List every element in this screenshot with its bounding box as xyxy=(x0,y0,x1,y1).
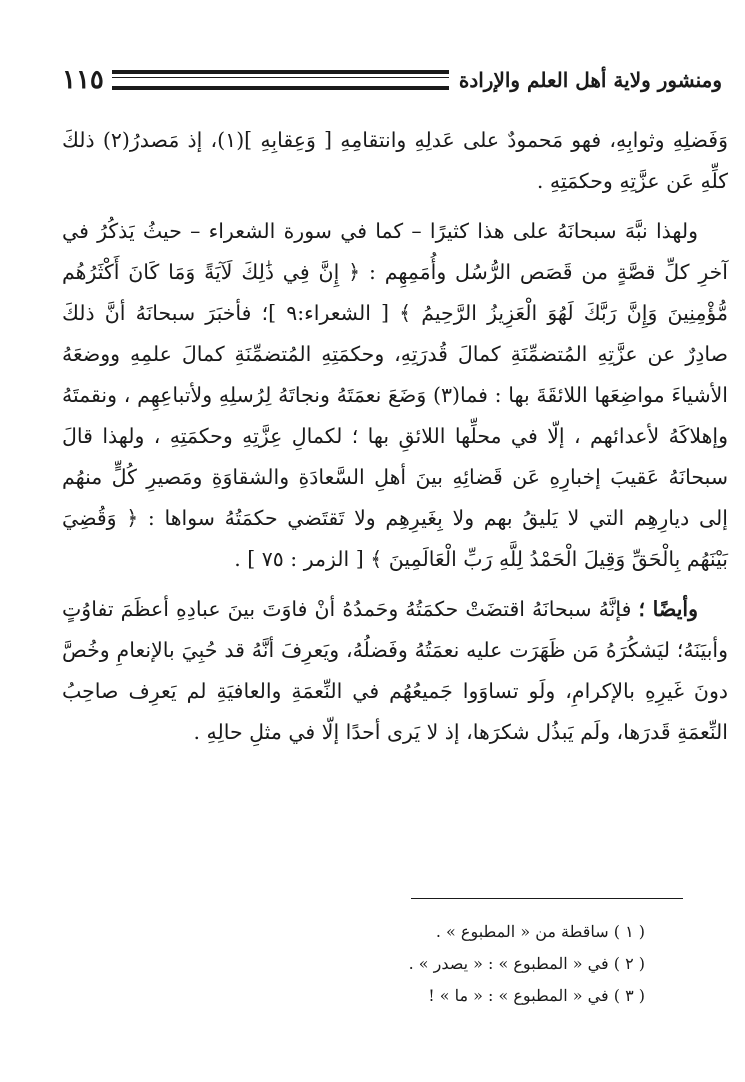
main-text xyxy=(62,120,728,762)
paragraph: ولهذا نبَّهَ سبحانَهُ على هذا كثيرًا – كما في سورة الشعراء – حيثُ يَذكُرُ في آخرِ كلِّ قصَّةٍ من قَصَص الرُّسُل وأُمَمِهِم : ﴿ إِنَّ فِي ذَٰلِكَ لَآيَةً وَمَا كَانَ أَكْثَرُهُم مُّؤْمِنِينَ وَإِنَّ رَبَّكَ لَهُوَ الْعَزِيزُ الرَّحِيمُ ﴾ [ الشعراء:٩ ]؛ فأخبَرَ سبحانَهُ أنَّ ذلكَ صادِرٌ عن عزَّتِهِ المُتضمِّنَةِ كمالَ قُدرَتِهِ، وحكمَتِهِ المُتضمِّنَةِ كمالَ علمِهِ ووضعَهُ الأشياءَ مواضِعَها اللائقَةَ بها : فما(٣) وَضَعَ نعمَتَهُ ونجاتَهُ لِرُسلِهِ ولأتباعِهِم ، ونقمتَهُ وإهلاكَهُ لأعدائهم ، إلّا في محلِّها اللائقِ بها ؛ لكمالِ عِزَّتِهِ وحكمَتِهِ ، ولهذا قالَ سبحانَهُ عَقيبَ إخبارِهِ عَن قَضائِهِ بينَ أهلِ السَّعادَةِ والشقاوَةِ ومَصيرِ كُلٍّ منهُم إلى ديارِهِم التي لا يَليقُ بهم ولا بِغَيرِهِم ولا تَقتَضي حكمَتُهُ سواها : ﴿ وَقُضِيَ بَيْنَهُم بِالْحَقِّ وَقِيلَ الْحَمْدُ لِلَّهِ رَبِّ الْعَالَمِينَ ﴾ [ الزمر : ٧٥ ] . xyxy=(62,219,729,571)
footnote: ( ٣ ) في « المطبوع » : « ما » ! xyxy=(428,986,645,1005)
footnote: ( ١ ) ساقطة من « المطبوع » . xyxy=(435,922,645,941)
header-rule xyxy=(112,70,449,90)
footnote-separator xyxy=(411,898,683,899)
paragraph: وَفَضلِهِ وثوابِهِ، فهو مَحمودٌ على عَدلِهِ وانتقامِهِ [ وَعِقابِهِ ](١)، إذ مَصدرُ(٢) ذلكَ كلِّهِ عَن عزَّتِهِ وحكمَتِهِ . xyxy=(62,128,729,193)
page-number: ١١٥ xyxy=(62,65,104,95)
paragraph xyxy=(62,589,728,753)
paragraph-text: فإنَّهُ سبحانَهُ اقتضَتْ حكمَتُهُ وحَمدُهُ أنْ فاوَتَ بينَ عبادِهِ أعظَمَ تفاوُتٍ وأبيَنَهُ؛ ليَشكُرَهُ مَن ظَهَرَت عليه نعمَتُهُ وفَضلُهُ، ويَعرِفَ أنَّهُ قد حُبِيَ بالإنعامِ وخُصَّ دونَ غَيرِهِ بالإكرامِ، ولَو تساوَوا جَميعُهُم في النِّعمَةِ والعافيَةِ لم يَعرِف صاحِبُ النِّعمَةِ قَدرَها، ولَم يَبذُل شكرَها، إذ لا يَرى أحدًا إلّا في مثلِ حالِهِ . xyxy=(62,597,728,744)
footnote: ( ٢ ) في « المطبوع » : « يصدر » . xyxy=(408,954,645,973)
running-title: ومنشور ولاية أهل العلم والإرادة xyxy=(458,68,722,92)
paragraph-lead: وأيضًا ؛ xyxy=(638,597,698,621)
footnotes xyxy=(85,916,645,1012)
page-header xyxy=(62,58,722,102)
